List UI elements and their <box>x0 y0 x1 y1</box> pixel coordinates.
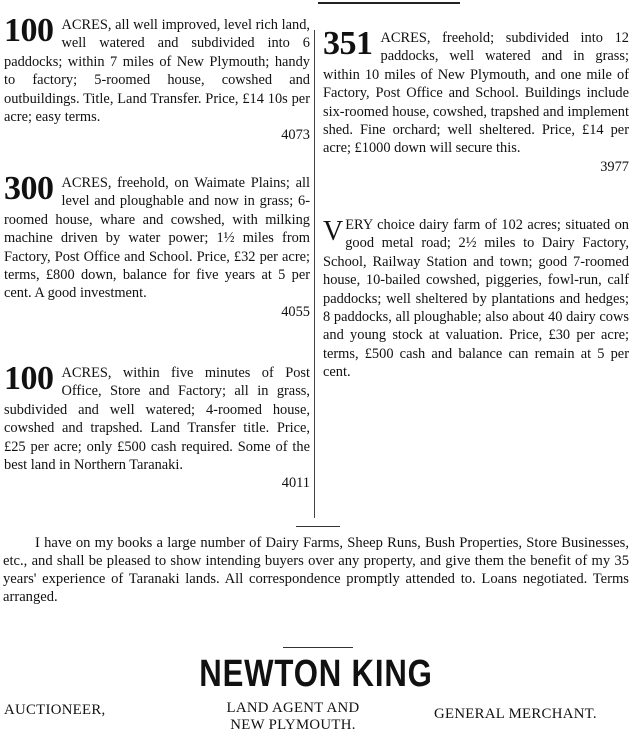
drop-initial: V <box>323 216 344 247</box>
brand-name: NEWTON KING <box>199 653 433 695</box>
listing-ref: 4073 <box>281 127 310 144</box>
footer-land-agent <box>198 700 388 734</box>
listing-ref: 3977 <box>600 158 629 175</box>
brand-rule <box>283 647 353 648</box>
listing-text: ACRES, all well improved, level rich land, well watered and subdivided into 6 paddocks; within 7 miles of New Plymouth; handy to factory; 5-roomed house, cowshed and outbuildings. Title, Land Transfer. Price, £14 10s per acre; easy terms. <box>4 17 310 126</box>
general-notice: I have on my books a large number of Dairy Farms, Sheep Runs, Bush Properties, Store Businesses, etc., and shall be pleased to show intending buyers over any property, and give them the benefit of my 35 years' experience of Taranaki lands. All correspondence promptly attended to. Loans negotiated. Terms arranged. <box>3 535 629 605</box>
listing-text: ACRES, within five minutes of Post Office, Store and Factory; all in grass, subdivided and well watered; 4-roomed house, cowshed and trapshed. Land Transfer title. Price, £25 per acre; only £500 cash required. Some of the best land in Northern Taranaki. <box>4 365 310 474</box>
listing-ref: 4011 <box>281 475 310 492</box>
footer-land-agent-line1: LAND AGENT AND <box>226 700 360 716</box>
listing-text: ACRES, freehold, on Waimate Plains; all level and ploughable and now in grass; 6-roomed house, whare and cowshed, with milking machine driven by water power; 1½ miles from Factory, Post Office and School. Price, £32 per acre; terms, £800 down, balance for five years at 5 per cent. A good investment. <box>4 175 310 302</box>
listing-ref: 4055 <box>281 303 310 320</box>
listing-100-acres-level <box>4 12 310 145</box>
column-divider <box>314 30 315 518</box>
footer-auctioneer: AUCTIONEER, <box>4 702 106 718</box>
footer-location: NEW PLYMOUTH. <box>230 717 356 733</box>
section-rule <box>296 526 340 527</box>
top-rule <box>318 2 460 4</box>
listing-dairy-farm-102-acres <box>323 216 629 382</box>
listing-number: 100 <box>4 360 54 397</box>
listing-100-acres-post-office <box>4 360 310 493</box>
listing-300-acres-waimate <box>4 170 310 321</box>
listing-number: 351 <box>323 25 373 62</box>
listing-351-acres-freehold <box>323 25 629 176</box>
listing-number: 100 <box>4 12 54 49</box>
listing-number: 300 <box>4 170 54 207</box>
listing-text: ERY choice dairy farm of 102 acres; situated on good metal road; 2½ miles to Dairy Factory, School, Railway Station and town; good 7-roomed house, 10-bailed cowshed, piggeries, fowl-run, calf paddocks; well sheltered by plantations and hedges; 8 paddocks, all ploughable; also about 40 dairy cows and young stock at valuation. Price, £30 per acre; terms, £500 cash and balance can remain at 5 per cent. <box>323 217 629 381</box>
footer-general-merchant: GENERAL MERCHANT. <box>434 706 597 722</box>
listing-text: ACRES, freehold; subdivided into 12 paddocks, well watered and in grass; within 10 miles of New Plymouth, and one mile of Factory, Post Office and School. Buildings include six-roomed house, cowshed, trapshed and implement shed. Fine orchard; well sheltered. Price, £14 per acre; £1000 down will secure this. <box>323 30 629 157</box>
